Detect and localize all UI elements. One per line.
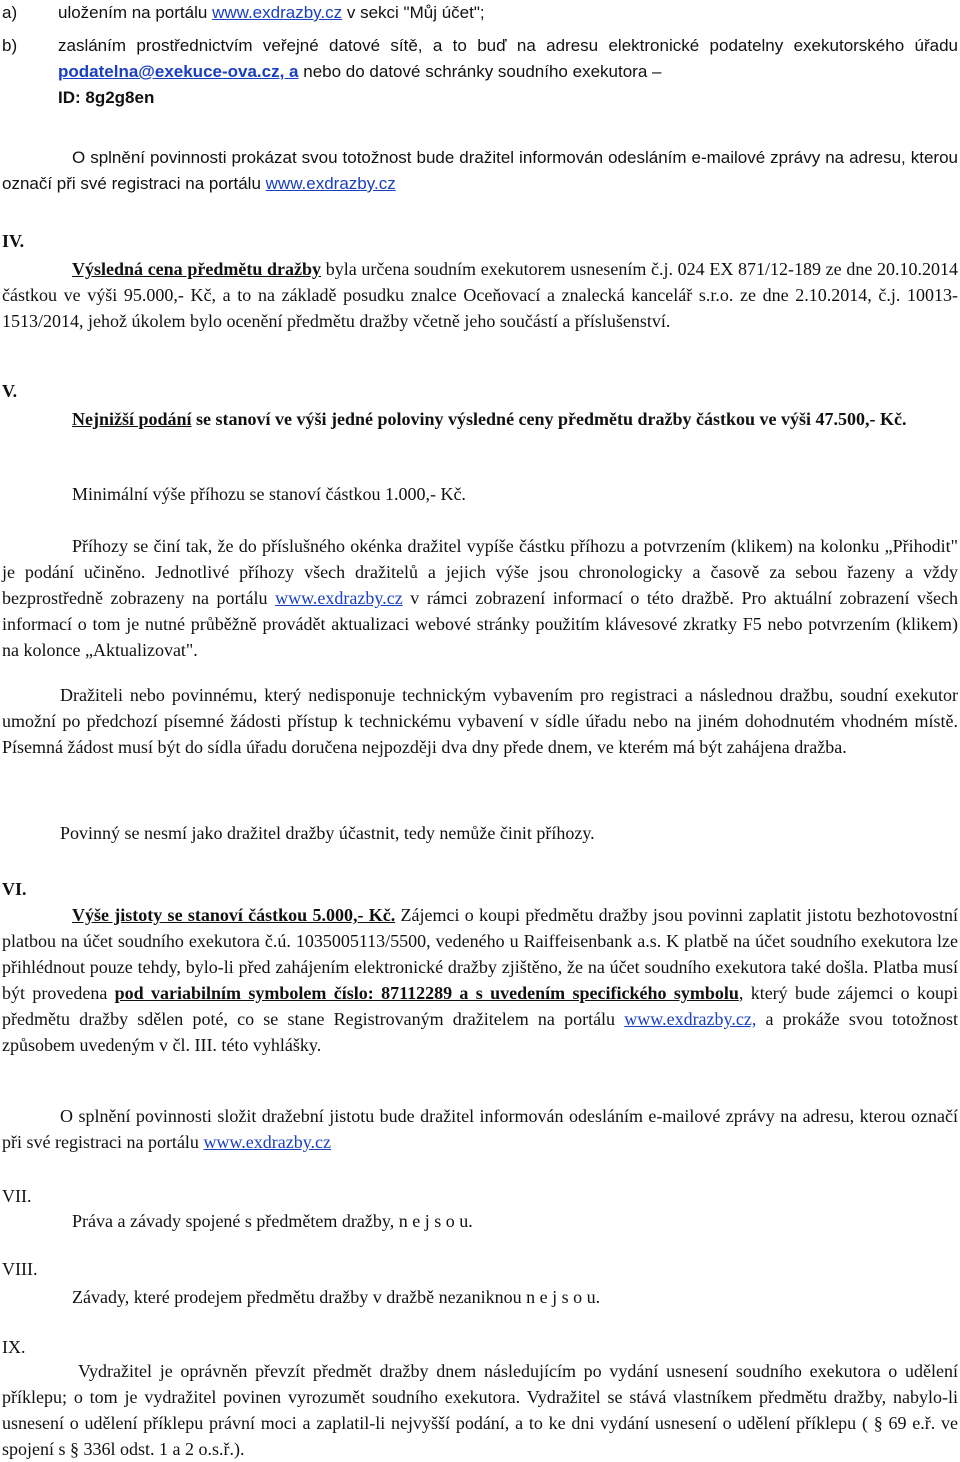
- section-iv-text: byla určena soudním exekutorem usnesením č.j. 024 EX 871/12-189 ze dne 20.10.2014 částkou ve výši 95.000,- Kč, a to na základě posudku znalce Oceňovací a znalecká kancelář s.r.o. ze dne 2.10.2014, č.j. 10013-1513/2014, jehož úkolem bylo ocenění předmětu dražby včetně jeho součástí a příslušenství.: [2, 259, 959, 331]
- list-b-text: zasláním prostřednictvím veřejné datové sítě, a to buď na adresu elektronické podatelny exekutorského úřadu: [58, 36, 958, 55]
- min-bid-text: Minimální výše příhozu se stanoví částkou 1.000,- Kč.: [72, 484, 466, 504]
- section-v-text: se stanoví ve výši jedné poloviny výsledné ceny předmětu dražby částkou ve výši 47.500,- Kč.: [196, 409, 907, 429]
- section-v-number: V.: [2, 381, 18, 401]
- bids-exdrazby-link[interactable]: www.exdrazby.cz: [275, 588, 403, 608]
- deposit-notice-text: O splnění povinnosti složit dražební jistotu bude dražitel informován odesláním e-mailové zprávy na adresu, kterou označí při své registraci na portálu: [2, 1106, 958, 1152]
- bids-paragraph: [2, 533, 958, 663]
- deposit-text-3: a prokáže svou totožnost způsobem uvedeným v čl. III. této vyhlášky.: [2, 1009, 959, 1055]
- deposit-title: Výše jistoty se stanoví částkou 5.000,- Kč.: [72, 905, 396, 925]
- list-a-text-2: v sekci "Můj účet";: [346, 3, 485, 22]
- section-viii-paragraph: [2, 1284, 958, 1310]
- section-iv-number: IV.: [2, 231, 25, 251]
- section-vii-paragraph: [2, 1208, 958, 1234]
- section-viii-text: Závady, které prodejem předmětu dražby v dražbě nezaniknou n e j s o u.: [72, 1287, 601, 1307]
- section-iv-title: Výsledná cena předmětu dražby: [72, 259, 322, 279]
- min-bid-paragraph: [2, 481, 958, 507]
- section-ix-text: Vydražitel je oprávněn převzít předmět dražby dnem následujícím po vydání usnesení soudního exekutora o udělení příklepu; o tom je vydražitel povinen vyrozumět soudního exekutora. Vydražitel se stává vlastníkem předmětu dražby, nabylo-li usnesení o udělení příklepu právní moci a zaplatil-li nejvyšší podání, a to ke dni vydání usnesení o udělení příklepu ( § 69 e.ř. ve spojení s § 336l odst. 1 a 2 o.s.ř.).: [2, 1361, 958, 1459]
- list-label-a: a): [2, 3, 18, 22]
- section-iv-paragraph: [2, 256, 958, 334]
- list-label-b: b): [2, 36, 18, 55]
- databox-id: ID: 8g2g8en: [58, 88, 155, 107]
- list-item-a: [58, 0, 958, 26]
- deposit-text-2: , který bude zájemci o koupi předmětu dražby sdělen poté, co se stane Registrovaným dražitelem na portálu: [2, 983, 959, 1029]
- notice-exdrazby-link[interactable]: www.exdrazby.cz: [203, 1132, 332, 1152]
- section-v-paragraph: [2, 406, 958, 432]
- deposit-notice-paragraph: [2, 1103, 958, 1155]
- variable-symbol-text: pod variabilním symbolem číslo: 87112289 a s uvedením specifického symbolu: [114, 983, 739, 1003]
- section-v-title: Nejnižší podání: [72, 409, 192, 429]
- access-paragraph: [2, 682, 958, 760]
- bids-text-2: v rámci zobrazení informací o této dražbě. Pro aktuální zobrazení všech informací o tom je nutné průběžně provádět aktualizaci webové stránky použitím klávesové zkratky F5 nebo potvrzením (klikem) na kolonce „Aktualizovat".: [2, 588, 959, 660]
- obligor-paragraph: [2, 820, 958, 846]
- section-ix-number: IX.: [2, 1337, 26, 1357]
- section-vi-number: VI.: [2, 879, 27, 899]
- section-ix-paragraph: [2, 1358, 958, 1462]
- section-vi-paragraph: [2, 902, 958, 1058]
- deposit-text: Zájemci o koupi předmětu dražby jsou povinni zaplatit jistotu bezhotovostní platbou na účet soudního exekutora č.ú. 1035005113/5500, vedeného u Raiffeisenbank a.s. K platbě na účet soudního exekutora lze přihlédnout pouze tehdy, bylo-li před zahájením elektronické dražby zjištěno, že na účet soudního exekutora také došla. Platba musí být provedena: [2, 905, 959, 1003]
- podatelna-email-link[interactable]: podatelna@exekuce-ova.cz, a: [58, 62, 299, 81]
- list-a-text: uložením na portálu: [58, 3, 208, 22]
- identity-exdrazby-link[interactable]: www.exdrazby.cz: [265, 174, 396, 193]
- list-b-text-2: nebo do datové schránky soudního exekutora –: [303, 62, 662, 81]
- identity-paragraph: [2, 145, 958, 197]
- deposit-exdrazby-link[interactable]: www.exdrazby.cz,: [624, 1009, 757, 1029]
- section-viii-number: VIII.: [2, 1259, 38, 1279]
- section-vii-number: VII.: [2, 1186, 32, 1206]
- list-item-b: [58, 33, 958, 111]
- identity-text: O splnění povinnosti prokázat svou totožnost bude dražitel informován odesláním e-mailové zprávy na adresu, kterou označí při své registraci na portálu: [2, 148, 958, 193]
- access-text: Dražiteli nebo povinnému, který nedisponuje technickým vybavením pro registraci a následnou dražbu, soudní exekutor umožní po předchozí písemné žádosti přístup k technickému vybavení v sídle úřadu nebo na jiném dohodnutém vhodném místě. Písemná žádost musí být do sídla úřadu doručena nejpozději dva dny přede dnem, ve kterém má být zahájena dražba.: [2, 685, 958, 757]
- bids-text: Příhozy se činí tak, že do příslušného okénka dražitel vypíše částku příhozu a potvrzením (klikem) na kolonku „Přihodit" je podání učiněno. Jednotlivé příhozy všech dražitelů a jejich výše jsou chronologicky a časově za sebou řazeny a vždy bezprostředně zobrazeny na portálu: [2, 536, 958, 608]
- exdrazby-link[interactable]: www.exdrazby.cz: [212, 3, 343, 22]
- obligor-text: Povinný se nesmí jako dražitel dražby účastnit, tedy nemůže činit příhozy.: [60, 823, 595, 843]
- section-vii-text: Práva a závady spojené s předmětem dražby, n e j s o u.: [72, 1211, 473, 1231]
